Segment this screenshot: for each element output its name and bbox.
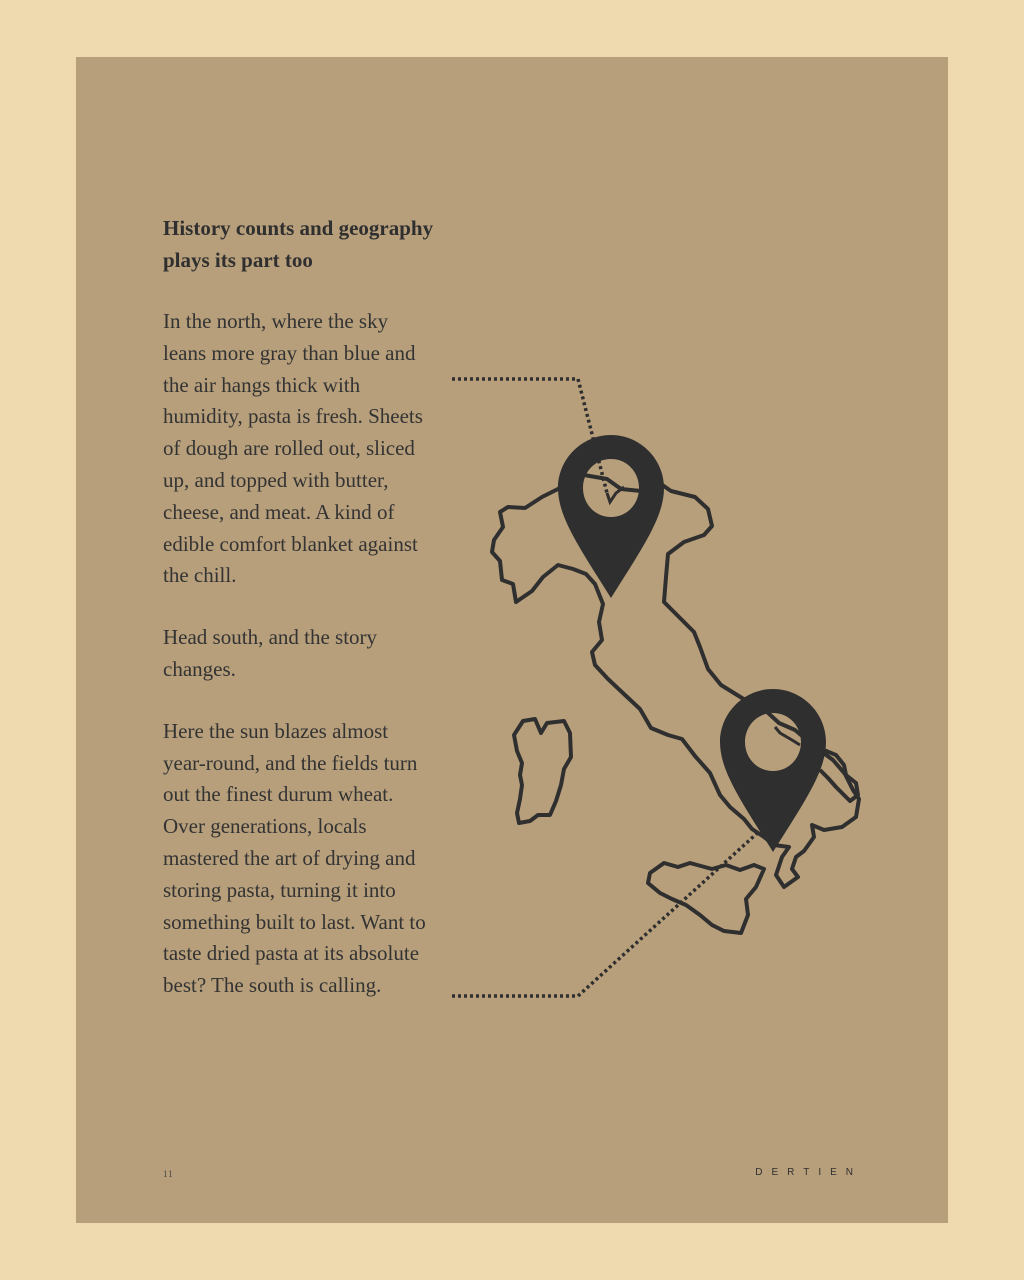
article-heading: History counts and geography plays its part too [163,216,434,272]
italy-mainland-outline [492,475,859,887]
page-panel [76,57,948,1223]
north-map-pin-icon [558,435,664,598]
paragraph-north: In the north, where the sky leans more gray than blue and the air hangs thick with humidity, pasta is fresh. Sheets of dough are rolled out, sliced up, and topped with butter, cheese, and meat. A kind of edible comfort blanket against the chill. [163,309,423,588]
leader-lines [452,379,764,996]
paragraph-south: Here the sun blazes almost year-round, and the fields turn out the finest durum wheat. Over generations, locals mastered the art of drying and storing pasta, turning it into something built to last. Want to taste dried pasta at its absolute best? The south is calling. [163,718,426,998]
paragraph-transition: Head south, and the story changes. [163,625,378,681]
page-number: 11 [163,1169,174,1179]
italy-map-illustration [76,57,948,1223]
sardinia-outline [514,719,571,823]
sicily-outline [648,863,764,933]
brand-logo: DERTIEN [755,1167,862,1178]
south-map-pin-icon [720,689,826,852]
south-leader-line [452,827,764,996]
